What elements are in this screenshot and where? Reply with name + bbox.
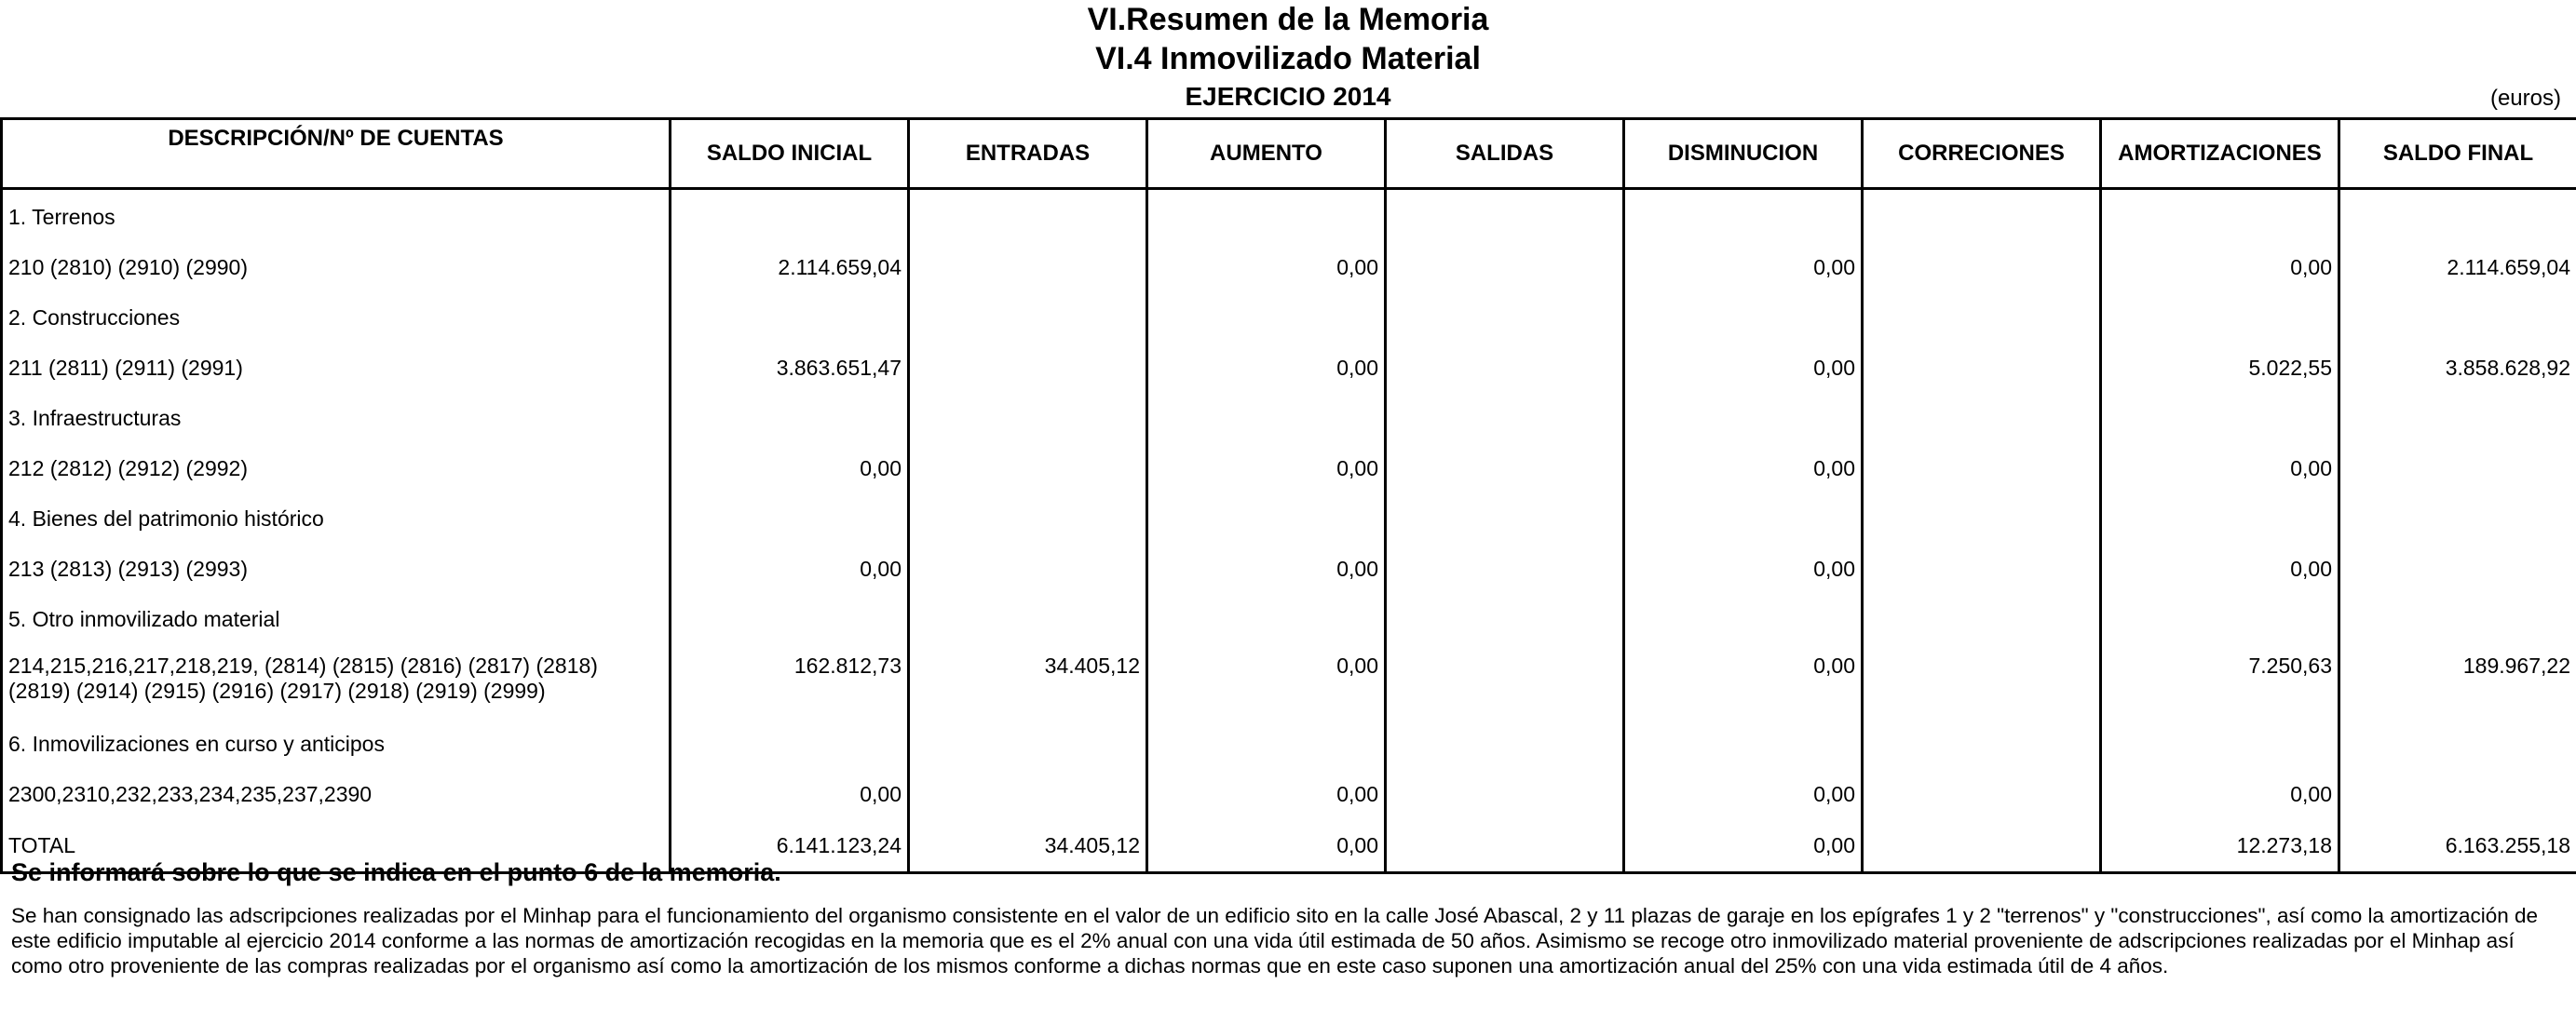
cell-entradas: [909, 443, 1147, 493]
cell-salidas: [1386, 493, 1624, 544]
cell-saldo-final: [2339, 769, 2576, 819]
cell-aumento: [1147, 292, 1386, 343]
cell-saldo-inicial: 0,00: [671, 769, 909, 819]
cell-saldo-inicial: [671, 189, 909, 243]
table-category-row: [2, 719, 2576, 769]
cell-salidas: [1386, 343, 1624, 393]
cell-amortizaciones: 5.022,55: [2101, 343, 2339, 393]
row-label: 1. Terrenos: [2, 189, 671, 243]
row-label: 2300,2310,232,233,234,235,237,2390: [2, 769, 671, 819]
cell-disminucion: [1624, 493, 1863, 544]
cell-entradas: [909, 769, 1147, 819]
cell-amortizaciones: [2101, 189, 2339, 243]
cell-amortizaciones: [2101, 719, 2339, 769]
column-header-correciones: CORRECIONES: [1863, 119, 2101, 189]
row-label: 6. Inmovilizaciones en curso y anticipos: [2, 719, 671, 769]
cell-salidas: [1386, 393, 1624, 443]
cell-saldo-final: 189.967,22: [2339, 644, 2576, 719]
cell-saldo-inicial: [671, 493, 909, 544]
row-label: 5. Otro inmovilizado material: [2, 594, 671, 644]
cell-entradas: [909, 292, 1147, 343]
row-label: 4. Bienes del patrimonio histórico: [2, 493, 671, 544]
table-category-row: [2, 393, 2576, 443]
column-header-description: DESCRIPCIÓN/Nº DE CUENTAS: [2, 119, 671, 189]
cell-correciones: [1863, 393, 2101, 443]
cell-salidas: [1386, 242, 1624, 292]
cell-saldo-inicial: 2.114.659,04: [671, 242, 909, 292]
cell-correciones: [1863, 242, 2101, 292]
table-row: [2, 242, 2576, 292]
cell-aumento: [1147, 189, 1386, 243]
row-label: 212 (2812) (2912) (2992): [2, 443, 671, 493]
cell-saldo-inicial: [671, 393, 909, 443]
cell-saldo-inicial: 0,00: [671, 443, 909, 493]
cell-correciones: [1863, 719, 2101, 769]
table-row: [2, 544, 2576, 594]
table-category-row: [2, 493, 2576, 544]
report-title: VI.Resumen de la Memoria: [1087, 2, 1489, 37]
cell-correciones: [1863, 343, 2101, 393]
cell-disminucion: 0,00: [1624, 819, 1863, 873]
cell-saldo-final: [2339, 393, 2576, 443]
cell-aumento: 0,00: [1147, 644, 1386, 719]
cell-aumento: 0,00: [1147, 819, 1386, 873]
cell-aumento: [1147, 719, 1386, 769]
cell-aumento: 0,00: [1147, 343, 1386, 393]
cell-amortizaciones: [2101, 594, 2339, 644]
table-row: [2, 443, 2576, 493]
cell-saldo-final: [2339, 443, 2576, 493]
column-header-saldo-inicial: SALDO INICIAL: [671, 119, 909, 189]
row-label: 213 (2813) (2913) (2993): [2, 544, 671, 594]
cell-aumento: 0,00: [1147, 443, 1386, 493]
cell-entradas: [909, 242, 1147, 292]
table-row: [2, 343, 2576, 393]
cell-entradas: 34.405,12: [909, 644, 1147, 719]
cell-amortizaciones: 0,00: [2101, 769, 2339, 819]
cell-saldo-final: [2339, 493, 2576, 544]
notes-paragraph: Se han consignado las adscripciones realizadas por el Minhap para el funcionamiento del organismo consistente en el valor de un edificio sito en la calle José Abascal, 2 y 11 plazas de garaje en los epígrafes 1 y 2 "terrenos" y "construcciones", así como la amortización de este edificio imputable al ejercicio 2014 conforme a las normas de amortización recogidas en la memoria que es el 2% anual con una vida útil estimada de 50 años. Asimismo se recoge otro inmovilizado material proveniente de adscripciones realizadas por el Minhap así como otro proveniente de las compras realizadas por el organismo así como la amortización de los mismos conforme a dichas normas que en este caso suponen una amortización anual del 25% con una vida estimada útil de 4 años.: [11, 904, 2539, 977]
cell-disminucion: [1624, 189, 1863, 243]
cell-correciones: [1863, 292, 2101, 343]
cell-entradas: [909, 594, 1147, 644]
cell-saldo-inicial: 6.141.123,24: [671, 819, 909, 873]
cell-correciones: [1863, 544, 2101, 594]
cell-aumento: [1147, 393, 1386, 443]
row-label: 214,215,216,217,218,219, (2814) (2815) (2816) (2817) (2818) (2819) (2914) (2915) (2916) (2917) (2918) (2919) (2999): [2, 644, 671, 719]
column-header-aumento: AUMENTO: [1147, 119, 1386, 189]
cell-correciones: [1863, 819, 2101, 873]
cell-saldo-final: 2.114.659,04: [2339, 242, 2576, 292]
notes-heading: Se informará sobre lo que se indica en el punto 6 de la memoria.: [11, 858, 781, 886]
cell-saldo-final: [2339, 189, 2576, 243]
cell-saldo-final: [2339, 544, 2576, 594]
cell-entradas: [909, 393, 1147, 443]
cell-saldo-final: [2339, 292, 2576, 343]
cell-salidas: [1386, 443, 1624, 493]
cell-entradas: [909, 493, 1147, 544]
cell-saldo-final: [2339, 719, 2576, 769]
row-label: 211 (2811) (2911) (2991): [2, 343, 671, 393]
table-category-row: [2, 292, 2576, 343]
cell-entradas: [909, 343, 1147, 393]
row-label: 2. Construcciones: [2, 292, 671, 343]
cell-aumento: 0,00: [1147, 544, 1386, 594]
cell-amortizaciones: 12.273,18: [2101, 819, 2339, 873]
cell-salidas: [1386, 189, 1624, 243]
cell-salidas: [1386, 769, 1624, 819]
cell-aumento: 0,00: [1147, 769, 1386, 819]
cell-disminucion: [1624, 719, 1863, 769]
row-label: 3. Infraestructuras: [2, 393, 671, 443]
cell-correciones: [1863, 769, 2101, 819]
table-category-row: [2, 594, 2576, 644]
row-label: 210 (2810) (2910) (2990): [2, 242, 671, 292]
column-header-entradas: ENTRADAS: [909, 119, 1147, 189]
section-title: VI.4 Inmovilizado Material: [1095, 41, 1481, 76]
cell-aumento: [1147, 493, 1386, 544]
cell-disminucion: 0,00: [1624, 343, 1863, 393]
cell-disminucion: 0,00: [1624, 544, 1863, 594]
cell-amortizaciones: 0,00: [2101, 443, 2339, 493]
table-row: [2, 769, 2576, 819]
fixed-assets-table: [0, 117, 2576, 874]
cell-disminucion: 0,00: [1624, 443, 1863, 493]
cell-saldo-final: [2339, 594, 2576, 644]
cell-disminucion: [1624, 393, 1863, 443]
cell-amortizaciones: [2101, 393, 2339, 443]
cell-saldo-inicial: 162.812,73: [671, 644, 909, 719]
row-label: TOTAL: [2, 819, 671, 873]
cell-correciones: [1863, 443, 2101, 493]
cell-disminucion: 0,00: [1624, 644, 1863, 719]
cell-disminucion: [1624, 292, 1863, 343]
cell-saldo-inicial: [671, 594, 909, 644]
cell-saldo-final: 3.858.628,92: [2339, 343, 2576, 393]
cell-saldo-final: 6.163.255,18: [2339, 819, 2576, 873]
cell-salidas: [1386, 292, 1624, 343]
cell-correciones: [1863, 644, 2101, 719]
cell-amortizaciones: 0,00: [2101, 242, 2339, 292]
table-category-row: [2, 189, 2576, 243]
cell-correciones: [1863, 493, 2101, 544]
cell-aumento: [1147, 594, 1386, 644]
column-header-amortizaciones: AMORTIZACIONES: [2101, 119, 2339, 189]
cell-correciones: [1863, 189, 2101, 243]
cell-disminucion: 0,00: [1624, 769, 1863, 819]
cell-saldo-inicial: 0,00: [671, 544, 909, 594]
cell-saldo-inicial: [671, 292, 909, 343]
column-header-salidas: SALIDAS: [1386, 119, 1624, 189]
cell-entradas: 34.405,12: [909, 819, 1147, 873]
column-header-disminucion: DISMINUCION: [1624, 119, 1863, 189]
cell-amortizaciones: 7.250,63: [2101, 644, 2339, 719]
cell-saldo-inicial: 3.863.651,47: [671, 343, 909, 393]
table-row: [2, 644, 2576, 719]
cell-amortizaciones: 0,00: [2101, 544, 2339, 594]
column-header-saldo-final: SALDO FINAL: [2339, 119, 2576, 189]
table-header-row: [2, 119, 2576, 189]
cell-entradas: [909, 544, 1147, 594]
cell-disminucion: [1624, 594, 1863, 644]
cell-entradas: [909, 189, 1147, 243]
cell-amortizaciones: [2101, 493, 2339, 544]
cell-saldo-inicial: [671, 719, 909, 769]
cell-amortizaciones: [2101, 292, 2339, 343]
cell-aumento: 0,00: [1147, 242, 1386, 292]
cell-entradas: [909, 719, 1147, 769]
cell-salidas: [1386, 544, 1624, 594]
cell-salidas: [1386, 819, 1624, 873]
fiscal-year-title: EJERCICIO 2014: [1185, 82, 1391, 111]
currency-unit-label: (euros): [2489, 86, 2561, 111]
cell-salidas: [1386, 644, 1624, 719]
cell-correciones: [1863, 594, 2101, 644]
cell-salidas: [1386, 594, 1624, 644]
cell-disminucion: 0,00: [1624, 242, 1863, 292]
cell-salidas: [1386, 719, 1624, 769]
